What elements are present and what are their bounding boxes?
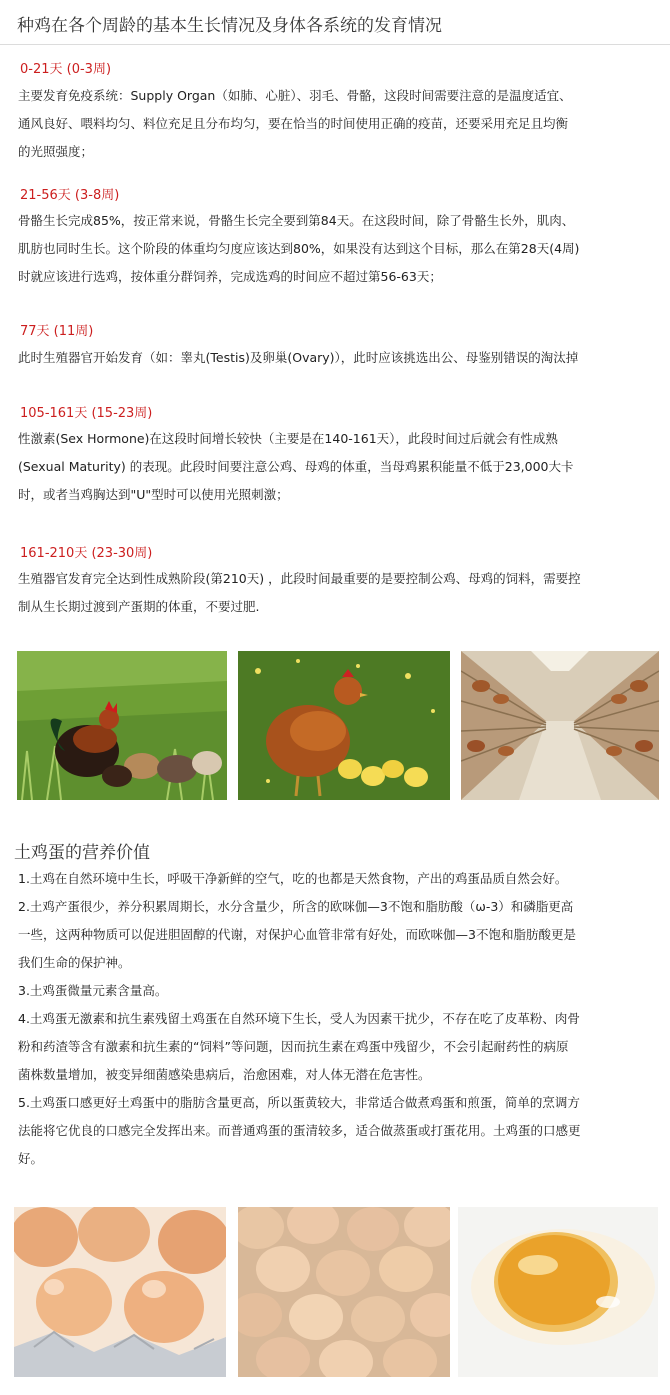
stage-text-0-21 xyxy=(18,82,660,166)
hen-with-chicks-photo xyxy=(238,651,450,800)
pile-of-eggs-photo xyxy=(238,1207,450,1377)
text-line: 主要发育免疫系统：Supply Organ（如肺、心脏）、羽毛、骨骼，这段时间需要注意的是温度适宜、 xyxy=(18,88,572,103)
text-line: 粉和药渣等含有激素和抗生素的“饲料”等问题，因而抗生素在鸡蛋中残留少，不会引起耐药性的病原 xyxy=(18,1039,569,1054)
text-line: 时，或者当鸡胸达到"U"型时可以使用光照刺激； xyxy=(18,487,289,502)
text-line: 性激素(Sex Hormone)在这段时间增长较快（主要是在140-161天），此段时间过后就会有性成熟 xyxy=(18,431,558,446)
text-line: 2.土鸡产蛋很少，养分积累周期长，水分含量少，所含的欧咪伽—3不饱和脂肪酸（ω-3）和磷脂更高 xyxy=(18,899,574,914)
stage-title-0-21: 0-21天 (0-3周) xyxy=(20,62,112,77)
text-line: 好。 xyxy=(18,1151,44,1166)
text-line: 5.土鸡蛋口感更好土鸡蛋中的脂肪含量更高，所以蛋黄较大，非常适合做煮鸡蛋和煎蛋，简单的烹调方 xyxy=(18,1095,580,1110)
text-line: 骨骼生长完成85%，按正常来说，骨骼生长完全要到第84天。在这段时间，除了骨骼生长外，肌肉、 xyxy=(18,213,575,228)
chicken-farm-cages-photo xyxy=(461,651,659,800)
text-line: 肌肪也同时生长。这个阶段的体重均匀度应该达到80%，如果没有达到这个目标，那么在第28天(4周) xyxy=(18,241,580,256)
nutrition-section-title: 土鸡蛋的营养价值 xyxy=(14,843,150,863)
egg-yolk-photo xyxy=(458,1207,658,1377)
stage-title-21-56: 21-56天 (3-8周) xyxy=(20,188,120,203)
stage-text-21-56 xyxy=(18,207,660,291)
text-line: 的光照强度； xyxy=(18,144,94,159)
text-line: 通风良好、喂料均匀、料位充足且分布均匀，要在恰当的时间使用正确的疫苗，还要采用充足且均衡 xyxy=(18,116,569,131)
page-header xyxy=(0,0,670,45)
rooster-photo xyxy=(17,651,227,800)
nutrition-text xyxy=(18,865,666,1173)
stage-title-77: 77天 (11周) xyxy=(20,324,94,339)
text-line: 我们生命的保护神。 xyxy=(18,955,131,970)
eggs-in-tray-photo xyxy=(14,1207,226,1377)
text-line: 此时生殖器官开始发育（如：睾丸(Testis)及卵巢(Ovary)），此时应该挑选出公、母鉴别错误的淘汰掉 xyxy=(18,350,579,365)
page-title: 种鸡在各个周龄的基本生长情况及身体各系统的发育情况 xyxy=(17,16,442,36)
text-line: 时就应该进行选鸡，按体重分群饲养，完成选鸡的时间应不超过第56-63天； xyxy=(18,269,442,284)
stage-text-77 xyxy=(18,344,660,372)
text-line: 3.土鸡蛋微量元素含量高。 xyxy=(18,983,168,998)
text-line: 法能将它优良的口感完全发挥出来。而普通鸡蛋的蛋清较多，适合做蒸蛋或打蛋花用。土鸡蛋的口感更 xyxy=(18,1123,581,1138)
text-line: 生殖器官发育完全达到性成熟阶段(第210天) ，此段时间最重要的是要控制公鸡、母鸡的饲料，需要控 xyxy=(18,571,581,586)
stage-title-161-210: 161-210天 (23-30周) xyxy=(20,546,153,561)
text-line: (Sexual Maturity) 的表现。此段时间要注意公鸡、母鸡的体重，当母鸡累积能量不低于23,000大卡 xyxy=(18,459,574,474)
text-line: 菌株数量增加，被变异细菌感染患病后，治愈困难，对人体无潜在危害性。 xyxy=(18,1067,431,1082)
text-line: 一些，这两种物质可以促进胆固醇的代谢，对保护心血管非常有好处，而欧咪伽—3不饱和脂肪酸更是 xyxy=(18,927,576,942)
stage-title-105-161: 105-161天 (15-23周) xyxy=(20,406,153,421)
stage-text-105-161 xyxy=(18,425,660,509)
text-line: 制从生长期过渡到产蛋期的体重，不要过肥. xyxy=(18,599,260,614)
text-line: 1.土鸡在自然环境中生长，呼吸干净新鲜的空气，吃的也都是天然食物，产出的鸡蛋品质自然会好。 xyxy=(18,871,568,886)
stage-text-161-210 xyxy=(18,565,660,621)
text-line: 4.土鸡蛋无激素和抗生素残留土鸡蛋在自然环境下生长，受人为因素干扰少，不存在吃了皮革粉、肉骨 xyxy=(18,1011,580,1026)
